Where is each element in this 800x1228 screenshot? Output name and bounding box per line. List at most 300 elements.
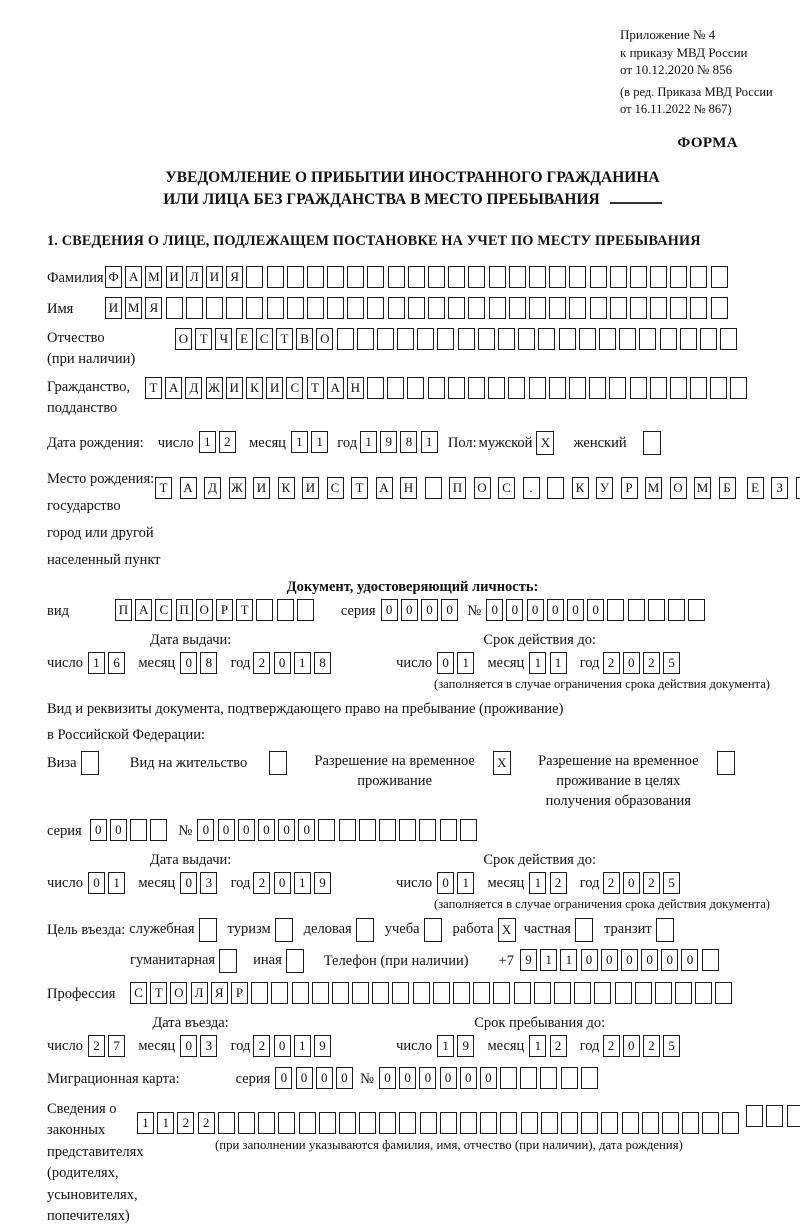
char-cell[interactable] [206,297,223,319]
char-cell[interactable] [540,1067,557,1089]
char-cell[interactable]: 1 [108,872,125,894]
char-cell[interactable]: 5 [663,1035,680,1057]
char-cell[interactable] [690,377,707,399]
char-cell[interactable]: 2 [253,872,270,894]
char-cell[interactable]: 0 [681,949,698,971]
char-cell[interactable]: 0 [401,599,418,621]
sex-female-checkbox[interactable] [643,431,661,455]
char-cell[interactable]: 0 [379,1067,396,1089]
char-cell[interactable]: 2 [603,652,620,674]
char-cell[interactable]: Ж [229,477,246,499]
char-cell[interactable] [500,1112,517,1134]
char-cell[interactable] [650,297,667,319]
char-cell[interactable]: 2 [550,872,567,894]
char-cell[interactable]: 1 [550,652,567,674]
char-cell[interactable] [428,297,445,319]
char-cell[interactable]: 0 [316,1067,333,1089]
char-cell[interactable]: О [316,328,333,350]
char-cell[interactable] [509,297,526,319]
purpose-official-checkbox[interactable] [199,918,217,942]
char-cell[interactable]: 5 [663,872,680,894]
char-cell[interactable]: 1 [560,949,577,971]
char-cell[interactable]: Я [145,297,162,319]
char-cell[interactable] [668,599,685,621]
char-cell[interactable]: М [645,477,662,499]
char-cell[interactable] [549,377,566,399]
purpose-work-checkbox[interactable]: X [498,918,516,942]
char-cell[interactable]: 1 [421,431,438,453]
char-cell[interactable] [670,297,687,319]
char-cell[interactable]: А [327,377,344,399]
char-cell[interactable]: Т [145,377,162,399]
char-cell[interactable]: О [170,982,187,1004]
char-cell[interactable]: Ф [105,266,122,288]
char-cell[interactable] [711,297,728,319]
char-cell[interactable] [388,297,405,319]
char-cell[interactable] [690,266,707,288]
char-cell[interactable] [554,982,571,1004]
char-cell[interactable]: 9 [457,1035,474,1057]
char-cell[interactable] [534,982,551,1004]
char-cell[interactable]: К [572,477,589,499]
residence-permit-checkbox[interactable] [269,751,287,775]
char-cell[interactable] [639,328,656,350]
char-cell[interactable] [287,266,304,288]
char-cell[interactable] [347,266,364,288]
char-cell[interactable]: А [180,477,197,499]
char-cell[interactable] [720,328,737,350]
char-cell[interactable]: А [165,377,182,399]
char-cell[interactable] [367,266,384,288]
char-cell[interactable] [332,982,349,1004]
char-cell[interactable]: Т [195,328,212,350]
char-cell[interactable]: Т [150,982,167,1004]
char-cell[interactable] [547,477,564,499]
char-cell[interactable] [650,266,667,288]
char-cell[interactable] [251,982,268,1004]
char-cell[interactable]: 0 [621,949,638,971]
char-cell[interactable]: С [130,982,147,1004]
char-cell[interactable] [609,377,626,399]
char-cell[interactable] [399,819,416,841]
char-cell[interactable]: 1 [457,872,474,894]
char-cell[interactable]: . [523,477,540,499]
char-cell[interactable] [299,1112,316,1134]
char-cell[interactable]: Р [216,599,233,621]
char-cell[interactable] [433,982,450,1004]
char-cell[interactable]: С [155,599,172,621]
char-cell[interactable]: 0 [437,652,454,674]
char-cell[interactable] [367,297,384,319]
char-cell[interactable] [397,328,414,350]
char-cell[interactable]: 0 [336,1067,353,1089]
char-cell[interactable] [500,1067,517,1089]
char-cell[interactable]: 1 [291,431,308,453]
char-cell[interactable] [468,297,485,319]
char-cell[interactable] [307,266,324,288]
char-cell[interactable]: 0 [238,819,255,841]
char-cell[interactable]: Б [719,477,736,499]
char-cell[interactable] [630,266,647,288]
char-cell[interactable] [428,266,445,288]
char-cell[interactable]: И [226,377,243,399]
char-cell[interactable] [538,328,555,350]
char-cell[interactable] [480,1112,497,1134]
char-cell[interactable] [702,1112,719,1134]
char-cell[interactable]: Ж [206,377,223,399]
sex-male-checkbox[interactable]: X [536,431,554,455]
char-cell[interactable]: 2 [643,1035,660,1057]
char-cell[interactable] [460,1112,477,1134]
visa-checkbox[interactable] [81,751,99,775]
char-cell[interactable]: О [474,477,491,499]
char-cell[interactable]: 0 [258,819,275,841]
char-cell[interactable] [417,328,434,350]
char-cell[interactable]: 0 [419,1067,436,1089]
purpose-humanitarian-checkbox[interactable] [219,949,237,973]
char-cell[interactable]: 2 [177,1112,194,1134]
char-cell[interactable]: 0 [440,1067,457,1089]
char-cell[interactable]: 9 [520,949,537,971]
char-cell[interactable] [292,982,309,1004]
char-cell[interactable]: 5 [663,652,680,674]
char-cell[interactable] [413,982,430,1004]
char-cell[interactable] [377,328,394,350]
char-cell[interactable]: А [125,266,142,288]
char-cell[interactable]: Т [351,477,368,499]
char-cell[interactable] [682,1112,699,1134]
char-cell[interactable] [796,477,800,499]
char-cell[interactable]: 0 [437,872,454,894]
char-cell[interactable] [590,297,607,319]
char-cell[interactable]: 0 [197,819,214,841]
char-cell[interactable]: 0 [601,949,618,971]
char-cell[interactable] [468,377,485,399]
char-cell[interactable]: 0 [218,819,235,841]
char-cell[interactable] [569,377,586,399]
char-cell[interactable]: О [196,599,213,621]
char-cell[interactable] [581,1067,598,1089]
char-cell[interactable] [339,819,356,841]
char-cell[interactable] [256,599,273,621]
char-cell[interactable] [387,377,404,399]
char-cell[interactable] [297,599,314,621]
char-cell[interactable] [448,377,465,399]
char-cell[interactable]: 2 [253,1035,270,1057]
char-cell[interactable]: Д [185,377,202,399]
char-cell[interactable] [561,1112,578,1134]
char-cell[interactable]: 2 [603,872,620,894]
char-cell[interactable]: Я [211,982,228,1004]
char-cell[interactable] [287,297,304,319]
char-cell[interactable]: 0 [180,1035,197,1057]
char-cell[interactable] [648,599,665,621]
char-cell[interactable] [695,982,712,1004]
char-cell[interactable] [246,266,263,288]
char-cell[interactable]: 0 [180,872,197,894]
char-cell[interactable]: 1 [311,431,328,453]
char-cell[interactable]: 0 [623,872,640,894]
char-cell[interactable] [594,982,611,1004]
char-cell[interactable]: И [206,266,223,288]
temp-permit-checkbox[interactable]: X [493,751,511,775]
char-cell[interactable] [379,1112,396,1134]
char-cell[interactable]: 2 [219,431,236,453]
char-cell[interactable] [318,819,335,841]
char-cell[interactable]: Т [155,477,172,499]
char-cell[interactable] [226,297,243,319]
char-cell[interactable]: 0 [547,599,564,621]
char-cell[interactable]: 0 [421,599,438,621]
char-cell[interactable] [520,1067,537,1089]
char-cell[interactable]: Я [226,266,243,288]
char-cell[interactable] [787,1105,800,1127]
char-cell[interactable] [518,328,535,350]
char-cell[interactable]: У [596,477,613,499]
char-cell[interactable]: 8 [314,652,331,674]
char-cell[interactable] [715,982,732,1004]
char-cell[interactable] [660,328,677,350]
char-cell[interactable]: О [175,328,192,350]
char-cell[interactable]: М [125,297,142,319]
char-cell[interactable]: 0 [661,949,678,971]
char-cell[interactable]: Т [276,328,293,350]
purpose-private-checkbox[interactable] [575,918,593,942]
char-cell[interactable]: И [105,297,122,319]
char-cell[interactable] [473,982,490,1004]
char-cell[interactable] [399,1112,416,1134]
char-cell[interactable] [352,982,369,1004]
char-cell[interactable]: Н [400,477,417,499]
char-cell[interactable] [379,819,396,841]
char-cell[interactable] [238,1112,255,1134]
char-cell[interactable] [590,266,607,288]
char-cell[interactable]: 1 [88,652,105,674]
char-cell[interactable] [319,1112,336,1134]
char-cell[interactable] [408,266,425,288]
char-cell[interactable]: 1 [157,1112,174,1134]
char-cell[interactable] [711,266,728,288]
char-cell[interactable]: 0 [296,1067,313,1089]
char-cell[interactable]: 0 [441,599,458,621]
char-cell[interactable]: 1 [529,1035,546,1057]
purpose-business-checkbox[interactable] [356,918,374,942]
char-cell[interactable]: 0 [381,599,398,621]
char-cell[interactable] [581,1112,598,1134]
char-cell[interactable] [166,297,183,319]
char-cell[interactable]: П [115,599,132,621]
char-cell[interactable] [610,266,627,288]
char-cell[interactable] [601,1112,618,1134]
char-cell[interactable]: 0 [486,599,503,621]
char-cell[interactable]: 9 [314,872,331,894]
char-cell[interactable]: 1 [360,431,377,453]
purpose-other-checkbox[interactable] [286,949,304,973]
char-cell[interactable] [579,328,596,350]
char-cell[interactable] [460,819,477,841]
char-cell[interactable] [246,297,263,319]
char-cell[interactable] [574,982,591,1004]
char-cell[interactable] [498,328,515,350]
char-cell[interactable]: 9 [380,431,397,453]
char-cell[interactable]: 6 [108,652,125,674]
char-cell[interactable] [688,599,705,621]
char-cell[interactable]: 0 [460,1067,477,1089]
char-cell[interactable]: И [253,477,270,499]
char-cell[interactable]: 0 [623,1035,640,1057]
char-cell[interactable] [493,982,510,1004]
char-cell[interactable]: 0 [274,1035,291,1057]
char-cell[interactable]: Р [231,982,248,1004]
char-cell[interactable] [327,266,344,288]
char-cell[interactable] [440,1112,457,1134]
char-cell[interactable]: 0 [581,949,598,971]
edu-permit-checkbox[interactable] [717,751,735,775]
char-cell[interactable] [359,819,376,841]
char-cell[interactable]: 9 [314,1035,331,1057]
char-cell[interactable]: 1 [457,652,474,674]
char-cell[interactable]: С [327,477,344,499]
char-cell[interactable] [453,982,470,1004]
char-cell[interactable] [271,982,288,1004]
char-cell[interactable]: А [376,477,393,499]
char-cell[interactable] [130,819,147,841]
char-cell[interactable]: 2 [550,1035,567,1057]
char-cell[interactable]: 1 [199,431,216,453]
char-cell[interactable]: В [296,328,313,350]
char-cell[interactable] [599,328,616,350]
char-cell[interactable] [680,328,697,350]
char-cell[interactable] [458,328,475,350]
char-cell[interactable]: Е [236,328,253,350]
char-cell[interactable]: М [694,477,711,499]
char-cell[interactable] [529,297,546,319]
char-cell[interactable] [448,297,465,319]
char-cell[interactable] [307,297,324,319]
char-cell[interactable] [766,1105,783,1127]
char-cell[interactable]: 1 [137,1112,154,1134]
char-cell[interactable]: 1 [529,652,546,674]
char-cell[interactable] [549,266,566,288]
purpose-tourism-checkbox[interactable] [275,918,293,942]
char-cell[interactable]: 0 [88,872,105,894]
char-cell[interactable]: 0 [527,599,544,621]
char-cell[interactable] [448,266,465,288]
char-cell[interactable]: 0 [587,599,604,621]
char-cell[interactable] [561,1067,578,1089]
char-cell[interactable] [372,982,389,1004]
char-cell[interactable]: 0 [641,949,658,971]
char-cell[interactable]: И [166,266,183,288]
char-cell[interactable] [359,1112,376,1134]
char-cell[interactable]: 1 [437,1035,454,1057]
char-cell[interactable]: 1 [294,1035,311,1057]
char-cell[interactable]: 0 [506,599,523,621]
char-cell[interactable] [437,328,454,350]
char-cell[interactable]: Н [347,377,364,399]
char-cell[interactable] [710,377,727,399]
char-cell[interactable] [700,328,717,350]
char-cell[interactable]: Ч [215,328,232,350]
char-cell[interactable] [419,819,436,841]
char-cell[interactable] [508,377,525,399]
char-cell[interactable]: 8 [400,431,417,453]
char-cell[interactable]: Т [236,599,253,621]
char-cell[interactable]: Е [747,477,764,499]
char-cell[interactable] [367,377,384,399]
char-cell[interactable] [186,297,203,319]
char-cell[interactable] [622,1112,639,1134]
char-cell[interactable]: 0 [623,652,640,674]
char-cell[interactable] [267,297,284,319]
char-cell[interactable] [630,377,647,399]
char-cell[interactable] [607,599,624,621]
purpose-study-checkbox[interactable] [424,918,442,942]
char-cell[interactable] [150,819,167,841]
char-cell[interactable]: 2 [198,1112,215,1134]
char-cell[interactable]: И [266,377,283,399]
char-cell[interactable]: О [670,477,687,499]
char-cell[interactable]: 2 [643,652,660,674]
char-cell[interactable] [267,266,284,288]
char-cell[interactable] [549,297,566,319]
char-cell[interactable]: 2 [603,1035,620,1057]
char-cell[interactable]: 0 [480,1067,497,1089]
char-cell[interactable]: 8 [200,652,217,674]
char-cell[interactable]: 2 [643,872,660,894]
char-cell[interactable]: С [256,328,273,350]
char-cell[interactable]: П [176,599,193,621]
char-cell[interactable] [420,1112,437,1134]
char-cell[interactable]: 0 [274,872,291,894]
char-cell[interactable] [670,377,687,399]
char-cell[interactable] [569,297,586,319]
char-cell[interactable] [529,266,546,288]
purpose-transit-checkbox[interactable] [656,918,674,942]
char-cell[interactable] [650,377,667,399]
char-cell[interactable]: З [771,477,788,499]
char-cell[interactable]: А [135,599,152,621]
char-cell[interactable] [489,266,506,288]
char-cell[interactable]: И [302,477,319,499]
char-cell[interactable]: 1 [294,652,311,674]
char-cell[interactable] [357,328,374,350]
char-cell[interactable] [218,1112,235,1134]
char-cell[interactable]: 2 [253,652,270,674]
char-cell[interactable] [569,266,586,288]
char-cell[interactable]: 7 [108,1035,125,1057]
char-cell[interactable] [610,297,627,319]
char-cell[interactable] [675,982,692,1004]
char-cell[interactable]: К [278,477,295,499]
char-cell[interactable] [509,266,526,288]
char-cell[interactable] [655,982,672,1004]
char-cell[interactable] [440,819,457,841]
char-cell[interactable]: 2 [88,1035,105,1057]
char-cell[interactable]: 0 [274,652,291,674]
char-cell[interactable] [339,1112,356,1134]
char-cell[interactable] [589,377,606,399]
char-cell[interactable] [277,599,294,621]
char-cell[interactable] [392,982,409,1004]
char-cell[interactable] [521,1112,538,1134]
char-cell[interactable]: 0 [90,819,107,841]
char-cell[interactable] [690,297,707,319]
char-cell[interactable] [702,949,719,971]
char-cell[interactable]: 0 [567,599,584,621]
char-cell[interactable]: П [449,477,466,499]
char-cell[interactable]: Д [204,477,221,499]
